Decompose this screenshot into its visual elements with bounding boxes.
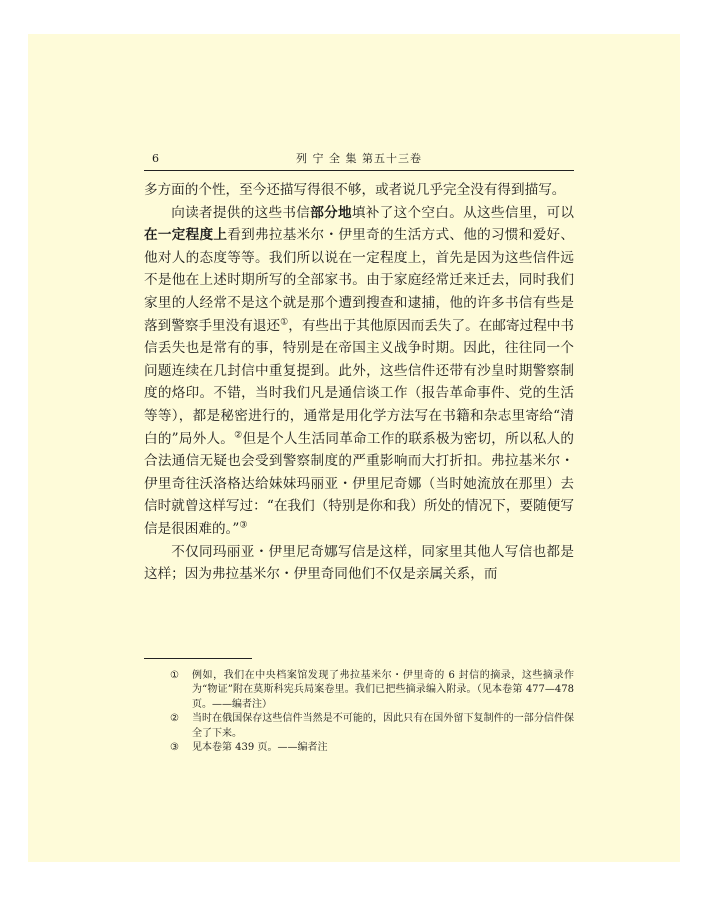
footnote-marker: ① [170, 670, 179, 681]
text-run: 但是个人生活同革命工作的联系极为密切，所以私人的合法通信无疑也会受到警察制度的严重影响而大打折扣。弗拉基米尔・伊里奇往沃洛格达给妹妹玛丽亚・伊里尼奇娜（当时她流放在那里）去信时就曾这样写过：“在我们（特别是你和我）所处的情况下，要随便写信是很困难的。” [144, 430, 575, 537]
footnotes [170, 669, 574, 755]
paragraph [144, 202, 574, 541]
emphasis-text: 部分地 [310, 204, 352, 221]
text-run: 多方面的个性，至今还描写得很不够，或者说几乎完全没有得到描写。 [144, 182, 566, 198]
footnote [170, 669, 574, 712]
text-run: 填补了这个空白。从这些信里，可以 [351, 204, 575, 221]
page-number: 6 [152, 152, 159, 165]
footnote-text: 例如，我们在中央档案馆发现了弗拉基米尔・伊里奇的 6 封信的摘录，这些摘录作为“物证”附在莫斯科宪兵局案卷里。我们已把些摘录编入附录。（见本卷第 477—478 页。——编者注） [192, 670, 574, 710]
footnote-marker: ② [170, 713, 179, 725]
running-header [144, 150, 574, 168]
text-run: 向读者提供的这些书信 [171, 204, 311, 221]
footnote-text: 见本卷第 439 页。——编者注 [192, 742, 328, 754]
body-text [144, 179, 574, 586]
footnote [170, 741, 574, 755]
header-rule [144, 170, 574, 171]
footnote [170, 712, 574, 741]
emphasis-text: 在一定程度上 [144, 227, 228, 244]
footnote-ref: ② [234, 430, 243, 440]
running-title: 列 宁 全 集 第五十三卷 [296, 152, 422, 165]
text-run: 看到弗拉基米尔・伊里奇的生活方式、他的习惯和爱好、他对人的态度等等。我们所以说在一定程度上，首先是因为这些信件远不是他在上述时期所写的全部家书。由于家庭经常迁来迁去，同时我们家里的人经常不是这个就是那个遭到搜查和逮捕，他的许多书信有些是落到警察手里没有退还 [144, 227, 574, 334]
text-run: ，有些出于其他原因而丢失了。在邮寄过程中书信丢失也是常有的事，特别是在帝国主义战争时期。因此，往往同一个问题连续在几封信中重复提到。此外，这些信件还带有沙皇时期警察制度的烙印。不错，当时我们凡是通信谈工作（报告革命事件、党的生活等等），都是秘密进行的，通常是用化学方法写在书籍和杂志里寄给“清白的”局外人。 [144, 317, 575, 447]
paragraph [144, 179, 574, 202]
footnote-text: 当时在俄国保存这些信件当然是不可能的，因此只有在国外留下复制件的一部分信件保全了下来。 [192, 713, 574, 739]
footnote-marker: ③ [170, 742, 179, 754]
footnote-separator [144, 658, 252, 659]
footnote-ref: ① [280, 317, 289, 328]
text-run: 不仅同玛丽亚・伊里尼奇娜写信是这样，同家里其他人写信也都是这样；因为弗拉基米尔・伊里奇同他们不仅是亲属关系，而 [144, 543, 574, 583]
paragraph [144, 541, 574, 586]
footnote-ref: ③ [239, 520, 248, 531]
